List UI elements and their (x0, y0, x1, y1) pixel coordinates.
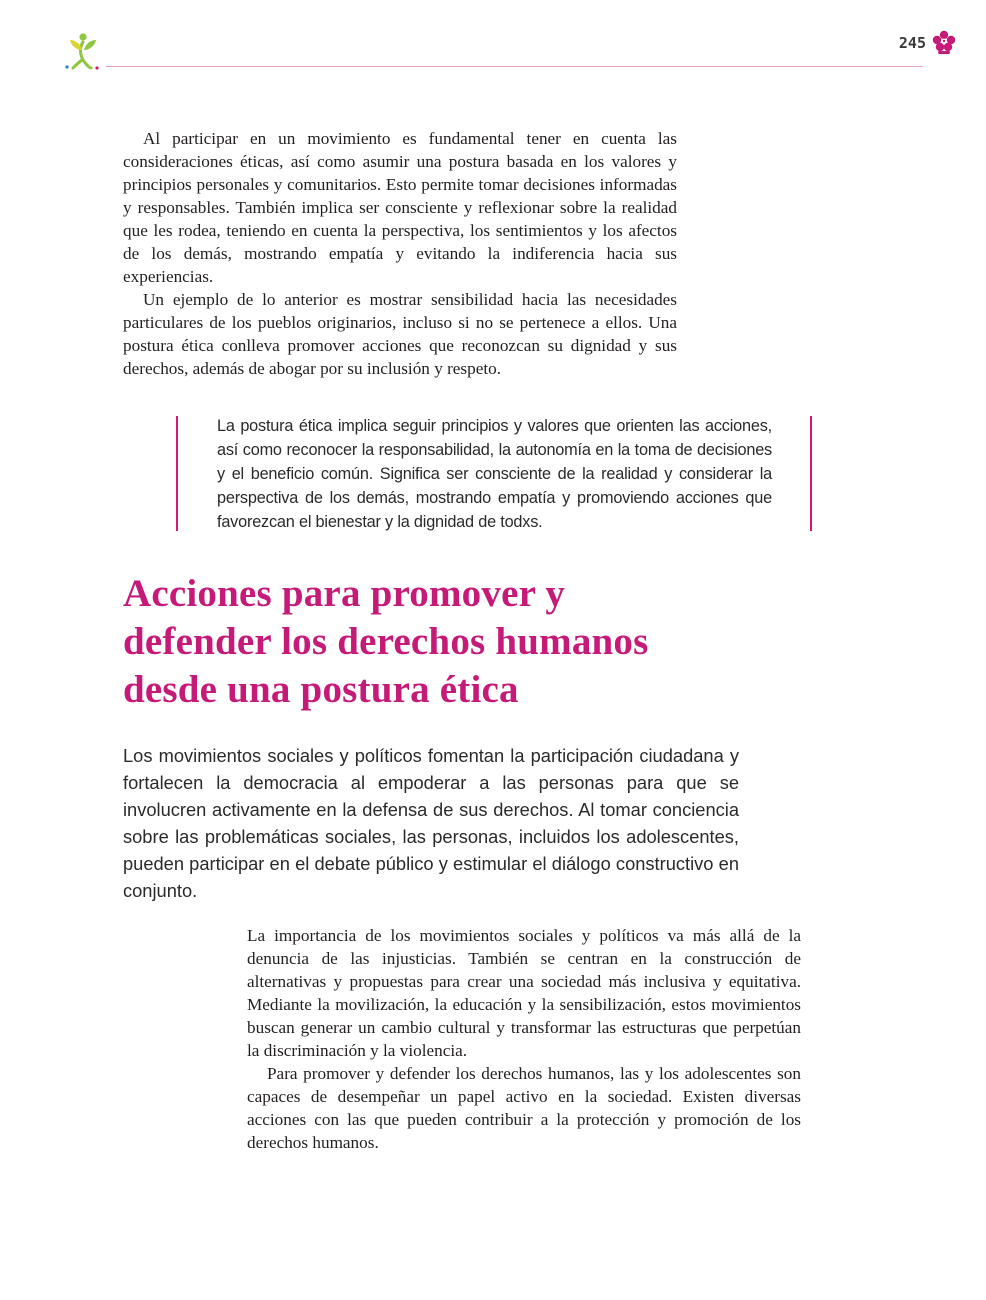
section-lead-paragraph: Los movimientos sociales y políticos fomentan la participación ciudadana y fortalecen la democracia al empoderar a las personas para que se involucren activamente en la defensa de sus derechos. Al tomar conciencia sobre las problemáticas sociales, las personas, incluidos los adolescentes, pueden participar en el debate público y estimular el diálogo constructivo en conjunto. (123, 745, 739, 901)
intro-paragraph-2: Un ejemplo de lo anterior es mostrar sensibilidad hacia las necesidades particulares de los pueblos originarios, incluso si no se pertenece a ellos. Una postura ética conlleva promover acciones que reconozcan su dignidad y sus derechos, además de abogar por su inclusión y respeto. (123, 290, 677, 378)
section-title-line-1: Acciones para promover y (123, 572, 566, 615)
sprout-figure-icon (60, 30, 104, 74)
section-title (123, 570, 763, 714)
section-body-block (247, 924, 801, 1154)
intro-text-block (123, 127, 677, 380)
definition-callout (176, 414, 814, 532)
body-paragraph-2: Para promover y defender los derechos humanos, las y los adolescentes son capaces de desempeñar un papel activo en la sociedad. Existen diversas acciones con las que pueden contribuir a la protección y promoción de los derechos humanos. (247, 1064, 801, 1152)
page-number: 245 (898, 34, 926, 52)
callout-right-bar (810, 416, 812, 531)
body-paragraph-1: La importancia de los movimientos sociales y políticos va más allá de la denuncia de las injusticias. También se centran en la construcción de alternativas y propuestas para crear una sociedad más inclusiva y equitativa. Mediante la movilización, la educación y la sensibilización, estos movimientos buscan generar un cambio cultural y transformar las estructuras que perpetúan la discriminación y la violencia. (247, 926, 801, 1060)
flower-ornament-icon (929, 30, 959, 56)
section-title-line-3: desde una postura ética (123, 668, 519, 711)
callout-text: La postura ética implica seguir principios y valores que orienten las acciones, así como reconocer la responsabilidad, la autonomía en la toma de decisiones y el beneficio común. Significa ser consciente de la realidad y considerar la perspectiva de los demás, mostrando empatía y promoviendo acciones que favorezcan el bienestar y la dignidad de todxs. (217, 417, 772, 531)
intro-paragraph-1: Al participar en un movimiento es fundamental tener en cuenta las consideraciones éticas, así como asumir una postura basada en los valores y principios personales y comunitarios. Esto permite tomar decisiones informadas y responsables. También implica ser consciente y reflexionar sobre la realidad que les rodea, teniendo en cuenta la perspectiva, los sentimientos y los afectos de los demás, mostrando empatía y evitando la indiferencia hacia sus experiencias. (123, 129, 677, 286)
section-title-line-2: defender los derechos humanos (123, 620, 649, 663)
header-rule (106, 66, 923, 67)
callout-left-bar (176, 416, 178, 531)
